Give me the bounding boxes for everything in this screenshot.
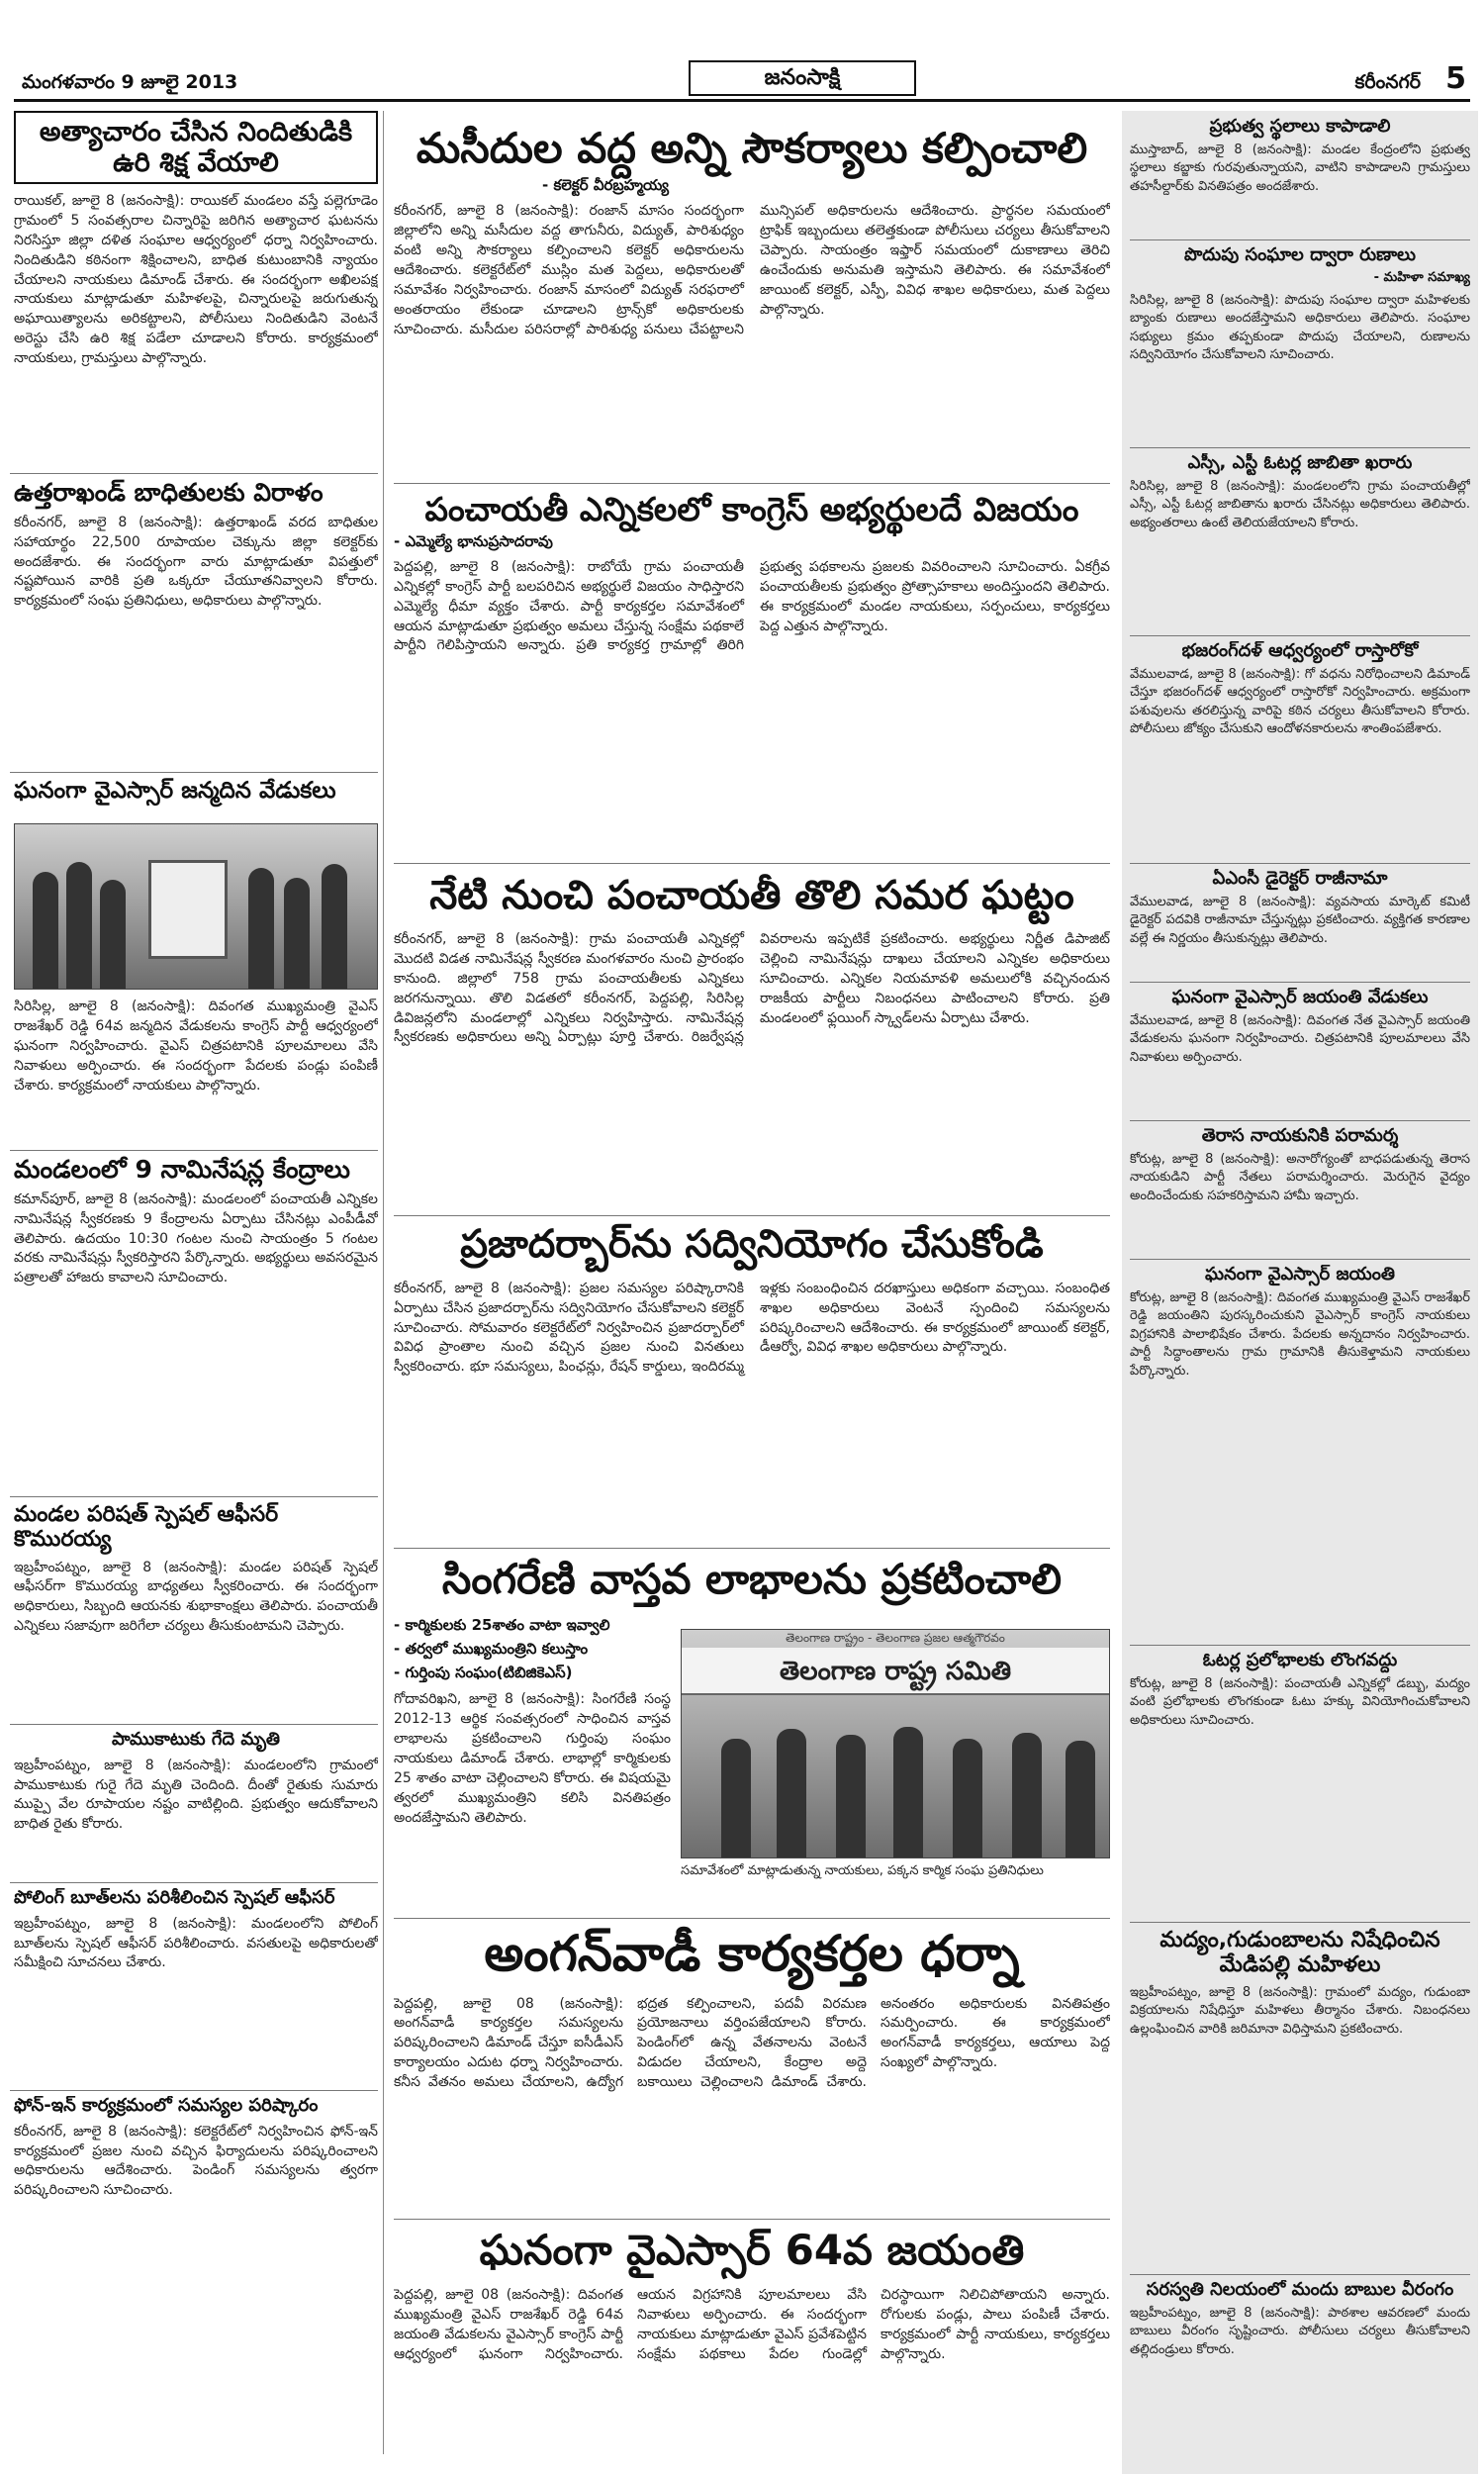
story-body: కరీంనగర్, జూలై 8 (జనంసాక్షి): ఉత్తరాఖండ్ వరద బాధితుల సహాయార్థం 22,500 రూపాయల చెక్కును జిల్లా కలెక్టర్‌కు అందజేశారు. ఈ సందర్భంగా వారు మాట్లాడుతూ విపత్తులో నష్టపోయిన వారికి ప్రతి ఒక్కరూ చేయూతనివ్వాలని కోరారు. కార్యక్రమంలో సంఘ ప్రతినిధులు, అధికారులు పాల్గొన్నారు. bbox=[14, 514, 378, 610]
story-panchayat-first-phase bbox=[394, 873, 1110, 1209]
story-body: కోరుట్ల, జూలై 8 (జనంసాక్షి): అనారోగ్యంతో బాధపడుతున్న తెరాస నాయకుడిని పార్టీ నేతలు పరామర్శించారు. మెరుగైన వైద్యం అందించేందుకు సహకరిస్తామని హామీ ఇచ్చారు. bbox=[1130, 1151, 1470, 1203]
person-figure bbox=[721, 1739, 751, 1857]
story-body: వేములవాడ, జూలై 8 (జనంసాక్షి): గో వధను నిరోధించాలని డిమాండ్ చేస్తూ భజరంగ్‌దళ్ ఆధ్వర్యంలో రాస్తారోకో నిర్వహించారు. అక్రమంగా పశువులను తరలిస్తున్న వారిపై కఠిన చర్యలు తీసుకోవాలని కోరారు. పోలీసులు జోక్యం చేసుకుని ఆందోళనకారులను శాంతింపజేశారు. bbox=[1130, 666, 1470, 737]
divider bbox=[394, 1548, 1110, 1549]
story-ysr-jayanti-vemulawada bbox=[1130, 988, 1470, 1116]
story-body: పెద్దపల్లి, జూలై 08 (జనంసాక్షి): దివంగత ముఖ్యమంత్రి వైఎస్ రాజశేఖర్ రెడ్డి 64వ జయంతి వేడుకలను వైఎస్సార్ కాంగ్రెస్ పార్టీ ఆధ్వర్యంలో ఘనంగా నిర్వహించారు. ఆయన విగ్రహానికి పూలమాలలు వేసి నివాళులు అర్పించారు. ఈ సందర్భంగా నాయకులు మాట్లాడుతూ వైఎస్ ప్రవేశపెట్టిన సంక్షేమ పథకాలు పేదల గుండెల్లో చిరస్థాయిగా నిలిచిపోతాయని అన్నారు. రోగులకు పండ్లు, పాలు పంపిణీ చేశారు. కార్యక్రమంలో పార్టీ నాయకులు, కార్యకర్తలు పాల్గొన్నారు. bbox=[394, 2287, 1110, 2362]
divider bbox=[1130, 1645, 1470, 1646]
divider bbox=[1130, 1922, 1470, 1923]
banner-slogan: తెలంగాణ రాష్ట్రం - తెలంగాణ ప్రజల ఆత్మగౌరవం bbox=[786, 1631, 1005, 1645]
story-body: ఇబ్రహీంపట్నం, జూలై 8 (జనంసాక్షి): మండలంలోని పోలింగ్ బూత్‌లను స్పెషల్ ఆఫీసర్ పరిశీలించారు. వసతులపై అధికారులతో సమీక్షించి సూచనలు చేశారు. bbox=[14, 1915, 378, 1971]
story-headline: తెరాస నాయకునికి పరామర్శ bbox=[1201, 1126, 1399, 1146]
story-congress-victory bbox=[394, 491, 1110, 857]
story-headline: పొదుపు సంఘాల ద్వారా రుణాలు bbox=[1183, 245, 1417, 265]
story-headline: మండలంలో 9 నామినేషన్ల కేంద్రాలు bbox=[14, 1156, 350, 1184]
story-byline: - కలెక్టర్ వీరబ్రహ్మయ్య bbox=[542, 176, 669, 195]
story-sc-st-voters bbox=[1130, 453, 1470, 631]
person-figure bbox=[248, 868, 274, 989]
story-trs-leader-visit bbox=[1130, 1126, 1470, 1255]
story-mosque-facilities bbox=[394, 111, 1110, 477]
story-headline: ఘనంగా వైఎస్సార్ 64వ జయంతి bbox=[479, 2227, 1025, 2274]
person-figure bbox=[100, 880, 126, 989]
story-body: కరీంనగర్, జూలై 8 (జనంసాక్షి): రంజాన్ మాసం సందర్భంగా జిల్లాలోని అన్ని మసీదుల వద్ద తాగునీరు, విద్యుత్, పారిశుధ్యం వంటి అన్ని సౌకర్యాలు కల్పించాలని కలెక్టర్ అధికారులను ఆదేశించారు. కలెక్టరేట్‌లో ముస్లిం మత పెద్దలు, అధికారులతో సమావేశం నిర్వహించారు. రంజాన్ మాసంలో విద్యుత్ సరఫరాలో అంతరాయం లేకుండా చూడాలని ట్రాన్స్‌కో అధికారులకు సూచించారు. మసీదుల పరిసరాల్లో పారిశుధ్య పనులు చేపట్టాలని మున్సిపల్ అధికారులను ఆదేశించారు. ప్రార్థనల సమయంలో ట్రాఫిక్ ఇబ్బందులు తలెత్తకుండా పోలీసులు చర్యలు తీసుకోవాలని చెప్పారు. సాయంత్రం ఇఫ్తార్ సమయంలో దుకాణాలు తెరిచి ఉంచేందుకు అనుమతి ఇస్తామని తెలిపారు. ఈ సమావేశంలో జాయింట్ కలెక్టర్, ఎస్పీ, వివిధ శాఖల అధికారులు, మత పెద్దలు పాల్గొన్నారు. bbox=[394, 203, 1110, 337]
divider bbox=[10, 473, 378, 474]
story-body: కోరుట్ల, జూలై 8 (జనంసాక్షి): దివంగత ముఖ్యమంత్రి వైఎస్ రాజశేఖర్ రెడ్డి జయంతిని పురస్కరించుకుని వైఎస్సార్ కాంగ్రెస్ నాయకులు విగ్రహానికి పాలాభిషేకం చేశారు. పేదలకు అన్నదానం నిర్వహించారు. పార్టీ సిద్ధాంతాలను గ్రామ గ్రామానికి తీసుకెళ్తామని నాయకులు పేర్కొన్నారు. bbox=[1130, 1289, 1470, 1379]
story-amc-director bbox=[1130, 869, 1470, 978]
bullet-point: - కార్మికులకు 25శాతం వాటా ఇవ్వాలి bbox=[394, 1616, 610, 1635]
story-body: ఇబ్రహీంపట్నం, జూలై 8 (జనంసాక్షి): గ్రామంలో మద్యం, గుడుంబా విక్రయాలను నిషేధిస్తూ మహిళలు తీర్మానం చేశారు. నిబంధనలు ఉల్లంఘించిన వారికి జరిమానా విధిస్తామని ప్రకటించారు. bbox=[1130, 1984, 1470, 2037]
story-headline: పాముకాటుకు గేదె మృతి bbox=[112, 1730, 280, 1750]
story-special-officer bbox=[14, 1502, 378, 1720]
story-headline: ఘనంగా వైఎస్సార్ జయంతి bbox=[1205, 1265, 1395, 1285]
story-shg-loans bbox=[1130, 245, 1470, 443]
story-body: కోరుట్ల, జూలై 8 (జనంసాక్షి): పంచాయతీ ఎన్నికల్లో డబ్బు, మద్యం వంటి ప్రలోభాలకు లొంగకుండా ఓటు హక్కు వినియోగించుకోవాలని అధికారులు సూచించారు. bbox=[1130, 1675, 1470, 1728]
bullet-point: - తర్వలో ముఖ్యమంత్రిని కలుస్తాం bbox=[394, 1640, 589, 1659]
story-body: ముస్తాబాద్, జూలై 8 (జనంసాక్షి): మండల కేంద్రంలోని ప్రభుత్వ స్థలాలు కబ్జాకు గురవుతున్నాయని, వాటిని కాపాడాలని గ్రామస్తులు తహసీల్దార్‌కు వినతిపత్రం అందజేశారు. bbox=[1130, 142, 1470, 194]
person-figure bbox=[836, 1735, 866, 1857]
story-body: వేములవాడ, జూలై 8 (జనంసాక్షి): వ్యవసాయ మార్కెట్ కమిటీ డైరెక్టర్ పదవికి రాజీనామా చేస్తున్నట్లు ప్రకటించారు. వ్యక్తిగత కారణాల వల్లే ఈ నిర్ణయం తీసుకున్నట్లు తెలిపారు. bbox=[1130, 894, 1470, 946]
portrait-frame bbox=[148, 860, 228, 959]
divider bbox=[10, 1150, 378, 1151]
story-body: వేములవాడ, జూలై 8 (జనంసాక్షి): దివంగత నేత వైఎస్సార్ జయంతి వేడుకలను ఘనంగా నిర్వహించారు. చిత్రపటానికి పూలమాలలు వేసి నివాళులు అర్పించారు. bbox=[1130, 1012, 1470, 1065]
middle-column bbox=[394, 111, 1110, 2454]
story-headline: అంగన్‌వాడీ కార్యకర్తల ధర్నా bbox=[484, 1926, 1020, 1982]
story-headline: మసీదుల వద్ద అన్ని సౌకర్యాలు కల్పించాలి bbox=[416, 124, 1088, 172]
divider bbox=[394, 863, 1110, 864]
divider bbox=[10, 1882, 378, 1883]
story-headline: సరస్వతి నిలయంలో మందు బాబుల వీరంగం bbox=[1146, 2280, 1454, 2300]
story-byline: - ఎమ్మెల్యే భానుప్రసాదరావు bbox=[394, 531, 553, 550]
story-rape-accused bbox=[14, 111, 378, 467]
story-body: ఇబ్రహీంపట్నం, జూలై 8 (జనంసాక్షి): పాఠశాల ఆవరణలో మందు బాబులు వీరంగం సృష్టించారు. పోలీసులు చర్యలు తీసుకోవాలని తల్లిదండ్రులు కోరారు. bbox=[1130, 2305, 1470, 2357]
story-headline: పోలింగ్ బూత్‌లను పరిశీలించిన స్పెషల్ ఆఫీసర్ bbox=[14, 1888, 335, 1908]
story-uttarakhand-donation bbox=[14, 479, 378, 766]
right-column bbox=[1122, 111, 1478, 2474]
story-voter-temptations bbox=[1130, 1651, 1470, 1918]
story-headline: ఫోన్-ఇన్ కార్యక్రమంలో సమస్యల పరిష్కారం bbox=[14, 2096, 319, 2116]
divider bbox=[1130, 447, 1470, 448]
page-number: 5 bbox=[1445, 61, 1466, 96]
story-body: కరీంనగర్, జూలై 8 (జనంసాక్షి): ప్రజల సమస్యల పరిష్కారానికి ఏర్పాటు చేసిన ప్రజాదర్బార్‌ను సద్వినియోగం చేసుకోవాలని కలెక్టర్ సూచించారు. సోమవారం కలెక్టరేట్‌లో నిర్వహించిన ప్రజాదర్బార్‌లో వివిధ ప్రాంతాల నుంచి వచ్చిన ప్రజల నుంచి వినతులు స్వీకరించారు. భూ సమస్యలు, పింఛన్లు, రేషన్ కార్డులు, ఇందిరమ్మ ఇళ్లకు సంబంధించిన దరఖాస్తులు అధికంగా వచ్చాయి. సంబంధిత శాఖల అధికారులు వెంటనే స్పందించి సమస్యలను పరిష్కరించాలని ఆదేశించారు. ఈ కార్యక్రమంలో జాయింట్ కలెక్టర్, డీఆర్వో, వివిధ శాఖల అధికారులు పాల్గొన్నారు. bbox=[394, 1280, 1110, 1376]
story-ysr-jayanti-korutla bbox=[1130, 1265, 1470, 1641]
bullet-point: - గుర్తింపు సంఘం(టిబిజికెఎస్) bbox=[394, 1664, 573, 1682]
story-headline: సింగరేణి వాస్తవ లాభాలను ప్రకటించాలి bbox=[441, 1556, 1063, 1603]
divider bbox=[394, 1918, 1110, 1919]
story-headline: ప్రభుత్వ స్థలాలు కాపాడాలి bbox=[1209, 117, 1391, 137]
divider bbox=[10, 2090, 378, 2091]
story-praja-darbar bbox=[394, 1223, 1110, 1542]
divider bbox=[10, 1724, 378, 1725]
story-headline: ఘనంగా వైఎస్సార్ జయంతి వేడుకలు bbox=[1171, 988, 1429, 1007]
person-figure bbox=[284, 878, 310, 989]
divider bbox=[394, 483, 1110, 484]
story-body: కరీంనగర్, జూలై 8 (జనంసాక్షి): గ్రామ పంచాయతీ ఎన్నికల్లో మొదటి విడత నామినేషన్ల స్వీకరణ మంగళవారం నుంచి ప్రారంభం కానుంది. జిల్లాలో 758 గ్రామ పంచాయతీలకు ఎన్నికలు జరగనున్నాయి. తొలి విడతలో కరీంనగర్, పెద్దపల్లి, సిరిసిల్ల డివిజన్లలోని మండలాల్లో ఎన్నికలు నిర్వహిస్తారు. నామినేషన్ల స్వీకరణకు అధికారులు అన్ని ఏర్పాట్లు పూర్తి చేశారు. రిజర్వేషన్ల వివరాలను ఇప్పటికే ప్రకటించారు. అభ్యర్థులు నిర్ణీత డిపాజిట్ చెల్లించి నామినేషన్లు దాఖలు చేయాలని ఎన్నికల అధికారులు సూచించారు. ఎన్నికల నియమావళి అమలులోకి వచ్చినందున రాజకీయ పార్టీలు నిబంధనలు పాటించాలని కోరారు. ప్రతి మండలంలో ఫ్లయింగ్ స్క్వాడ్‌లను ఏర్పాటు చేశారు. bbox=[394, 931, 1110, 1046]
person-figure bbox=[33, 872, 58, 989]
story-headline: పంచాయతీ ఎన్నికలలో కాంగ్రెస్ అభ్యర్థులదే విజయం bbox=[424, 491, 1079, 528]
story-bajrang-dal bbox=[1130, 641, 1470, 859]
divider bbox=[1130, 1259, 1470, 1260]
person-figure bbox=[777, 1729, 806, 1857]
story-govt-lands bbox=[1130, 117, 1470, 236]
story-anganwadi-dharna bbox=[394, 1926, 1110, 2213]
issue-date: మంగళవారం 9 జూలై 2013 bbox=[22, 71, 238, 93]
masthead-logo: జనంసాక్షి bbox=[689, 60, 916, 96]
person-figure bbox=[322, 864, 347, 989]
story-body: సిరిసిల్ల, జూలై 8 (జనంసాక్షి): పొదుపు సంఘాల ద్వారా మహిళలకు బ్యాంకు రుణాలు అందజేస్తామని అధికారులు తెలిపారు. సంఘాల సభ్యులు క్రమం తప్పకుండా పొదుపు చేయాలని, రుణాలను సద్వినియోగం చేసుకోవాలని సూచించారు. bbox=[1130, 292, 1470, 363]
story-body: కమాన్‌పూర్, జూలై 8 (జనంసాక్షి): మండలంలో పంచాయతీ ఎన్నికల నామినేషన్ల స్వీకరణకు 9 కేంద్రాలను ఏర్పాటు చేసినట్లు ఎంపీడీవో తెలిపారు. ఉదయం 10:30 గంటల నుంచి సాయంత్రం 5 గంటల వరకు నామినేషన్లు స్వీకరిస్తారని పేర్కొన్నారు. అభ్యర్థులు అవసరమైన పత్రాలతో హాజరు కావాలని సూచించారు. bbox=[14, 1190, 378, 1286]
story-headline: ఉత్తరాఖండ్ బాధితులకు విరాళం bbox=[14, 479, 324, 507]
photo-caption: సమావేశంలో మాట్లాడుతున్న నాయకులు, పక్కన కార్మిక సంఘ ప్రతినిధులు bbox=[681, 1863, 1044, 1878]
story-buffalo-death bbox=[14, 1730, 378, 1878]
person-figure bbox=[66, 862, 92, 989]
divider bbox=[10, 772, 378, 773]
story-bullets bbox=[394, 1613, 671, 1684]
divider bbox=[1130, 1120, 1470, 1121]
divider bbox=[1130, 982, 1470, 983]
divider bbox=[10, 1496, 378, 1497]
story-byline: - మహిళా సమాఖ్య bbox=[1373, 269, 1470, 285]
edition-city: కరీంనగర్ bbox=[1354, 71, 1421, 93]
story-body: సిరిసిల్ల, జూలై 8 (జనంసాక్షి): మండలంలోని గ్రామ పంచాయతీల్లో ఎస్సీ, ఎస్టీ ఓటర్ల జాబితాను ఖరారు చేసినట్లు అధికారులు తెలిపారు. అభ్యంతరాలు ఉంటే తెలియజేయాలని కోరారు. bbox=[1130, 478, 1470, 530]
story-body: సిరిసిల్ల, జూలై 8 (జనంసాక్షి): దివంగత ముఖ్యమంత్రి వైఎస్ రాజశేఖర్ రెడ్డి 64వ జన్మదిన వేడుకలను కాంగ్రెస్ పార్టీ ఆధ్వర్యంలో ఘనంగా నిర్వహించారు. వైఎస్ చిత్రపటానికి పూలమాలలు వేసి నివాళులు అర్పించారు. ఈ సందర్భంగా పేదలకు పండ్లు పంపిణీ చేశారు. కార్యక్రమంలో నాయకులు పాల్గొన్నారు. bbox=[14, 999, 378, 1094]
story-headline: ఘనంగా వైఎస్సార్ జన్మదిన వేడుకలు bbox=[14, 778, 336, 804]
divider bbox=[394, 2219, 1110, 2220]
story-body: ఇబ్రహీంపట్నం, జూలై 8 (జనంసాక్షి): మండలంలోని గ్రామంలో పాముకాటుకు గురై గేదె మృతి చెందింది. దీంతో రైతుకు సుమారు ముప్పై వేల రూపాయల నష్టం వాటిల్లింది. ప్రభుత్వం ఆదుకోవాలని బాధిత రైతు కోరారు. bbox=[14, 1757, 378, 1833]
divider bbox=[1130, 863, 1470, 864]
story-ysr-birthday-text bbox=[14, 998, 378, 1146]
header-rule bbox=[14, 99, 1470, 102]
story-headline: భజరంగ్‌దళ్ ఆధ్వర్యంలో రాస్తారోకో bbox=[1181, 641, 1419, 661]
divider bbox=[394, 1215, 1110, 1216]
divider bbox=[1130, 2274, 1470, 2275]
story-drunkards bbox=[1130, 2280, 1470, 2468]
person-figure bbox=[893, 1727, 923, 1857]
story-headline: అత్యాచారం చేసిన నిందితుడికి ఉరి శిక్ష వేయాలి bbox=[14, 111, 378, 184]
person-figure bbox=[1012, 1733, 1042, 1857]
story-polling-booths bbox=[14, 1888, 378, 2086]
person-figure bbox=[953, 1739, 982, 1857]
trs-banner: తెలంగాణ రాష్ట్ర సమితి bbox=[682, 1648, 1109, 1695]
story-body: పెద్దపల్లి, జూలై 08 (జనంసాక్షి): అంగన్‌వాడీ కార్యకర్తల సమస్యలను పరిష్కరించాలని డిమాండ్ చేస్తూ ఐసీడీఎస్ కార్యాలయం ఎదుట ధర్నా నిర్వహించారు. కనీస వేతనం అమలు చేయాలని, ఉద్యోగ భద్రత కల్పించాలని, పదవీ విరమణ ప్రయోజనాలు వర్తింపజేయాలని కోరారు. పెండింగ్‌లో ఉన్న వేతనాలను వెంటనే విడుదల చేయాలని, కేంద్రాల అద్దె బకాయిలు చెల్లించాలని డిమాండ్ చేశారు. అనంతరం అధికారులకు వినతిపత్రం సమర్పించారు. ఈ కార్యక్రమంలో అంగన్‌వాడీ కార్యకర్తలు, ఆయాలు పెద్ద సంఖ్యలో పాల్గొన్నారు. bbox=[394, 1995, 1110, 2090]
story-headline: ఏఎంసీ డైరెక్టర్ రాజీనామా bbox=[1212, 869, 1388, 889]
story-headline: ప్రజాదర్బార్‌ను సద్వినియోగం చేసుకోండి bbox=[460, 1223, 1044, 1267]
story-headline: నేటి నుంచి పంచాయతీ తొలి సమర ఘట్టం bbox=[429, 873, 1074, 918]
story-headline: ఎస్సీ, ఎస్టీ ఓటర్ల జాబితా ఖరారు bbox=[1187, 453, 1413, 473]
ysr-birthday-photo bbox=[14, 823, 378, 990]
story-body: పెద్దపల్లి, జూలై 8 (జనంసాక్షి): రాబోయే గ్రామ పంచాయతీ ఎన్నికల్లో కాంగ్రెస్ పార్టీ బలపరిచిన అభ్యర్థులే విజయం సాధిస్తారని ఎమ్మెల్యే ధీమా వ్యక్తం చేశారు. పార్టీ కార్యకర్తల సమావేశంలో ఆయన మాట్లాడుతూ ప్రభుత్వం అమలు చేస్తున్న సంక్షేమ పథకాలే పార్టీని గెలిపిస్తాయని అన్నారు. ప్రతి కార్యకర్త గ్రామాల్లో తిరిగి ప్రభుత్వ పథకాలను ప్రజలకు వివరించాలని సూచించారు. ఏకగ్రీవ పంచాయతీలకు ప్రభుత్వం ప్రోత్సాహకాలు అందిస్తుందని తెలిపారు. ఈ కార్యక్రమంలో మండల నాయకులు, సర్పంచులు, కార్యకర్తలు పెద్ద ఎత్తున పాల్గొన్నారు. bbox=[394, 558, 1110, 654]
story-body: గోదావరిఖని, జూలై 8 (జనంసాక్షి): సింగరేణి సంస్థ 2012-13 ఆర్థిక సంవత్సరంలో సాధించిన వాస్తవ లాభాలను ప్రకటించాలని గుర్తింపు సంఘం నాయకులు డిమాండ్ చేశారు. లాభాల్లో కార్మికులకు 25 శాతం వాటా చెల్లించాలని కోరారు. ఈ విషయమై త్వరలో ముఖ్యమంత్రిని కలిసి వినతిపత్రం అందజేస్తామని తెలిపారు. bbox=[394, 1691, 671, 1826]
divider bbox=[1130, 635, 1470, 636]
left-column bbox=[10, 111, 384, 2454]
divider bbox=[1130, 239, 1470, 240]
person-figure bbox=[1066, 1741, 1095, 1857]
story-nomination-centers bbox=[14, 1156, 378, 1492]
story-body: రాయికల్, జూలై 8 (జనంసాక్షి): రాయికల్ మండలం వస్తే పల్లెగూడెం గ్రామంలో 5 సంవత్సరాల చిన్నారిపై జరిగిన అత్యాచార ఘటనను నిరసిస్తూ జిల్లా దళిత సంఘాల ఆధ్వర్యంలో ధర్నా నిర్వహించారు. నిందితుడిని కఠినంగా శిక్షించాలని, బాధిత కుటుంబానికి న్యాయం చేయాలని నాయకులు డిమాండ్ చేశారు. ఈ సందర్భంగా అఖిలపక్ష నాయకులు మాట్లాడుతూ మహిళలపై, చిన్నారులపై జరుగుతున్న అఘాయిత్యాలను అరికట్టాలని, పోలీసులు నిందితుడిని వెంటనే అరెస్టు చేసి ఉరి శిక్ష పడేలా చూడాలని కోరారు. కార్యక్రమంలో నాయకులు, గ్రామస్తులు పాల్గొన్నారు. bbox=[14, 193, 378, 367]
page-header bbox=[14, 57, 1470, 103]
story-liquor-ban bbox=[1130, 1928, 1470, 2270]
story-body: ఇబ్రహీంపట్నం, జూలై 8 (జనంసాక్షి): మండల పరిషత్ స్పెషల్ ఆఫీసర్‌గా కొమురయ్య బాధ్యతలు స్వీకరించారు. ఈ సందర్భంగా అధికారులు, సిబ్బంది ఆయనకు శుభాకాంక్షలు తెలిపారు. పంచాయతీ ఎన్నికలు సజావుగా జరిగేలా చర్యలు తీసుకుంటామని చెప్పారు. bbox=[14, 1559, 378, 1635]
trs-meeting-photo bbox=[681, 1629, 1110, 1858]
story-headline: ఓటర్ల ప్రలోభాలకు లొంగవద్దు bbox=[1202, 1651, 1398, 1670]
story-body: కరీంనగర్, జూలై 8 (జనంసాక్షి): కలెక్టరేట్‌లో నిర్వహించిన ఫోన్-ఇన్ కార్యక్రమంలో ప్రజల నుంచి వచ్చిన ఫిర్యాదులను పరిష్కరించాలని అధికారులను ఆదేశించారు. పెండింగ్ సమస్యలను త్వరగా పరిష్కరించాలని సూచించారు. bbox=[14, 2123, 378, 2199]
story-phone-in bbox=[14, 2096, 378, 2442]
story-headline: మద్యం,గుడుంబాలను నిషేధించిన మేడిపల్లి మహిళలు bbox=[1159, 1928, 1440, 1978]
story-headline: మండల పరిషత్ స్పెషల్ ఆఫీసర్ కొమురయ్య bbox=[14, 1502, 279, 1553]
story-ysr-64th bbox=[394, 2227, 1110, 2454]
photo-caption-box bbox=[681, 1862, 1110, 1904]
